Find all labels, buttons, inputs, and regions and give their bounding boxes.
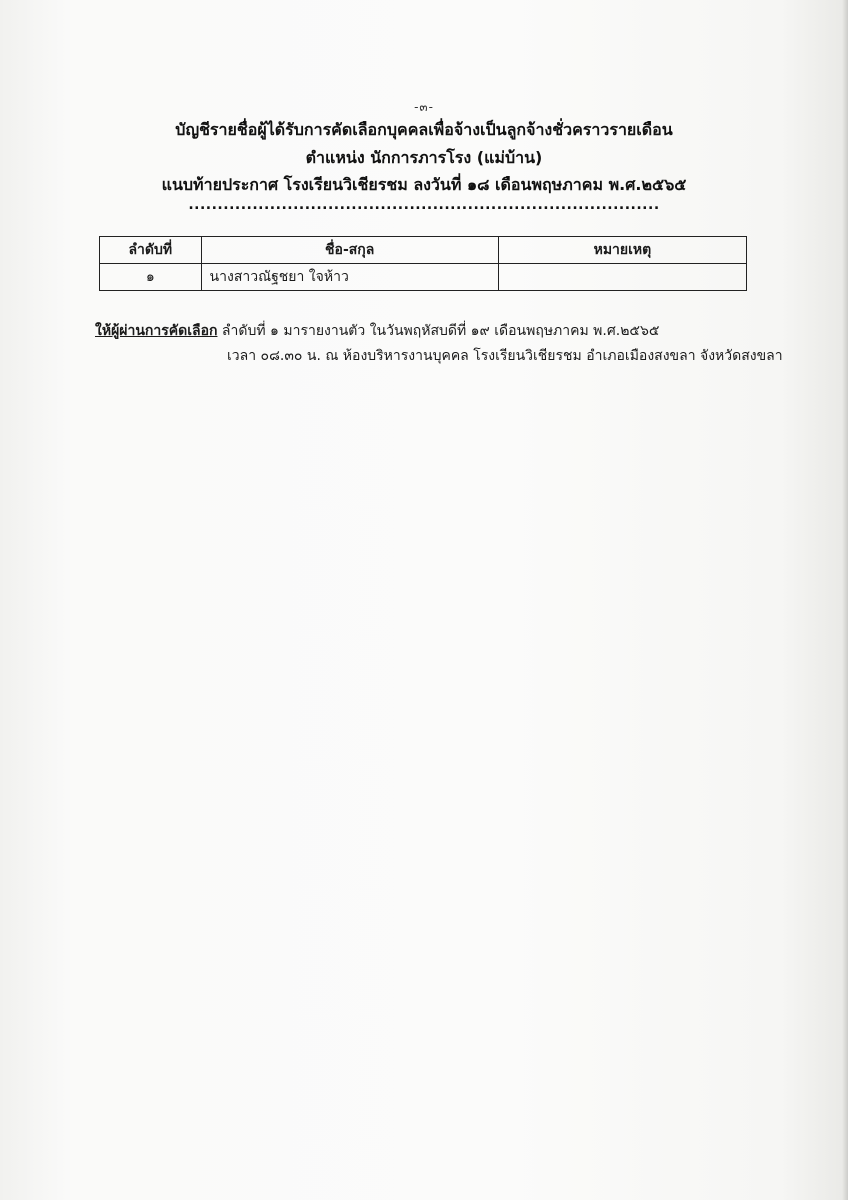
document-title: บัญชีรายชื่อผู้ได้รับการคัดเลือกบุคคลเพื่อจ้างเป็นลูกจ้างชั่วคราวรายเดือน (175, 120, 673, 139)
paper-edge-shadow (842, 0, 848, 1200)
table-row (100, 264, 747, 291)
selected-persons-table (99, 236, 747, 291)
page-number: -๓- (414, 100, 434, 114)
row-name: นางสาวณัฐชยา ใจห้าว (201, 264, 498, 291)
dotted-separator: ................................................................................. (188, 197, 660, 213)
header-no: ลำดับที่ (100, 237, 202, 264)
header-name: ชื่อ-สกุล (201, 237, 498, 264)
notice-line-2: เวลา ๐๘.๓๐ น. ณ ห้องบริหารงานบุคคล โรงเรียนวิเชียรชม อำเภอเมืองสงขลา จังหวัดสงขลา (227, 348, 783, 364)
notice-text-1: ลำดับที่ ๑ มารายงานตัว ในวันพฤหัสบดีที่ ๑๙ เดือนพฤษภาคม พ.ศ.๒๕๖๕ (217, 323, 660, 339)
announcement-reference: แนบท้ายประกาศ โรงเรียนวิเชียรชม ลงวันที่ ๑๘ เดือนพฤษภาคม พ.ศ.๒๕๖๕ (161, 175, 687, 194)
row-remark (498, 264, 746, 291)
table-header-row (100, 237, 747, 264)
notice-lead: ให้ผู้ผ่านการคัดเลือก (95, 323, 218, 339)
header-remark: หมายเหตุ (498, 237, 746, 264)
notice-line-1 (95, 320, 660, 342)
row-no: ๑ (100, 264, 202, 291)
position-title: ตำแหน่ง นักการภารโรง (แม่บ้าน) (305, 148, 543, 167)
